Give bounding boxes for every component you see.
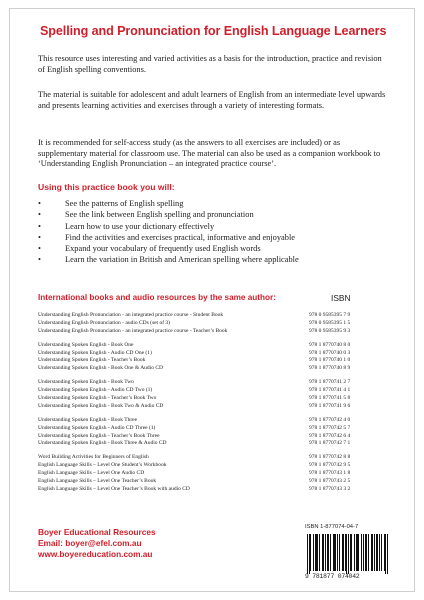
book-group [38, 454, 390, 493]
book-isbn: 978 0 9585395 9 3 [309, 327, 351, 334]
barcode-bar [351, 534, 352, 571]
barcode [305, 533, 390, 574]
book-title: English Language Skills – Level One Teacher’s Book [38, 478, 157, 485]
barcode-bar [334, 534, 335, 571]
barcode-bar [372, 534, 373, 571]
book-row [38, 462, 390, 470]
book-isbn: 978 1 8770742 5 7 [309, 424, 351, 431]
bullet-icon: • [38, 199, 41, 208]
book-isbn: 978 1 8770740 8 0 [309, 341, 351, 348]
book-isbn: 978 1 8770740 0 3 [309, 349, 351, 356]
barcode-bar [345, 534, 346, 571]
barcode-bar [366, 534, 367, 571]
barcode-bar [315, 534, 316, 571]
book-row [38, 365, 390, 373]
practice-heading: Using this practice book you will: [38, 182, 175, 192]
book-row [38, 320, 390, 328]
barcode-bar [350, 534, 351, 571]
barcode-bar [354, 534, 355, 571]
book-title: Understanding Spoken English - Book One & Audio CD [38, 365, 163, 372]
book-row [38, 357, 390, 365]
barcode-bar [357, 534, 358, 571]
book-row [38, 379, 390, 387]
book-isbn: 978 1 8770741 5 8 [309, 395, 351, 402]
book-group [38, 342, 390, 374]
barcode-bar [339, 534, 340, 571]
bullet-icon: • [38, 210, 41, 220]
intro-paragraph-3: It is recommended for self-access study (as the answers to all exercises are included) or as supplementary material for classroom use. The material can also be used as a companion workbook to ‘Understanding English Pronunciation – an integrated practice course’. [38, 138, 381, 169]
book-title: Understanding Spoken English - Audio CD Three (1) [38, 424, 156, 431]
book-isbn: 978 1 8770742 6 4 [309, 432, 351, 439]
list-item: • Learn how to use your dictionary effectively [38, 221, 215, 231]
book-isbn: 978 0 9585395 1 5 [309, 319, 351, 326]
book-row [38, 403, 390, 411]
practice-list [38, 198, 388, 266]
book-title: Understanding Spoken English - Teacher’s Book Three [38, 432, 160, 439]
bullet-icon: • [38, 232, 41, 242]
barcode-bar [387, 534, 388, 574]
barcode-bar [319, 534, 320, 571]
book-group [38, 312, 390, 336]
barcode-bar [342, 534, 343, 571]
book-isbn: 978 0 9585395 7 9 [309, 312, 351, 318]
list-item: • Expand your vocabulary of frequently used English words [38, 244, 261, 254]
list-item: • Learn the variation in British and American spelling where applicable [38, 255, 299, 265]
barcode-bar [365, 534, 366, 571]
book-list [38, 312, 390, 500]
barcode-bar [323, 534, 324, 571]
book-title: Understanding Spoken English - Book One [38, 341, 134, 348]
book-title: English Language Skills – Level One Audio CD [38, 470, 145, 477]
book-title: Word Building Activities for Beginners of English [38, 454, 149, 461]
book-title: English Language Skills – Level One Student’s Workbook [38, 462, 167, 469]
book-isbn: 978 1 8770741 2 7 [309, 379, 351, 386]
barcode-bar [381, 534, 382, 571]
book-title: Understanding Spoken English - Book Three [38, 416, 138, 423]
book-title: Understanding Spoken English - Audio CD One (1) [38, 349, 152, 356]
book-isbn: 978 1 8770742 7 1 [309, 440, 351, 447]
barcode-bar [309, 534, 310, 574]
book-row [38, 417, 390, 425]
book-isbn: 978 1 8770741 9 6 [309, 402, 351, 409]
barcode-isbn-label: ISBN 1-877074-04-7 [305, 524, 359, 530]
book-title: Understanding English Pronunciation - an integrated practice course - Student Book [38, 312, 224, 318]
isbn-column-heading: ISBN [331, 293, 351, 303]
barcode-bar [377, 534, 378, 571]
book-row [38, 387, 390, 395]
barcode-bar [333, 534, 334, 571]
barcode-bar [376, 534, 377, 571]
book-isbn: 978 1 8770742 4 0 [309, 416, 351, 423]
book-title: Understanding Spoken English - Teacher’s Book [38, 357, 146, 364]
barcode-bar [374, 534, 375, 571]
book-title: Understanding Spoken English - Audio CD Two (1) [38, 387, 153, 394]
resources-heading: International books and audio resources by the same author: [38, 293, 276, 302]
book-row [38, 440, 390, 448]
barcode-bar [310, 534, 311, 571]
book-title: Understanding Spoken English - Teacher’s Book Two [38, 395, 157, 402]
book-row [38, 312, 390, 320]
list-item: • See the patterns of English spelling [38, 199, 184, 208]
barcode-bar [379, 534, 380, 571]
publisher-email: Email: boyer@efel.com.au [38, 538, 142, 548]
book-row [38, 486, 390, 494]
publisher-info [38, 527, 156, 560]
barcode-bar [385, 534, 386, 574]
bullet-icon: • [38, 221, 41, 231]
book-row [38, 395, 390, 403]
barcode-bar [330, 534, 331, 571]
list-item: • See the link between English spelling and pronunciation [38, 210, 254, 220]
book-title: Understanding Spoken English - Book Two & Audio CD [38, 402, 164, 409]
book-row [38, 433, 390, 441]
book-isbn: 978 1 8770740 8 9 [309, 365, 351, 372]
barcode-bar [361, 534, 362, 571]
barcode-bar [317, 534, 318, 571]
book-row [38, 328, 390, 336]
barcode-icon [305, 533, 390, 574]
barcode-bar [368, 534, 369, 571]
book-title: Understanding Spoken English - Book Three & Audio CD [38, 440, 167, 447]
book-isbn: 978 1 8770743 2 5 [309, 478, 351, 485]
barcode-bar [307, 534, 308, 574]
barcode-bar [371, 534, 372, 571]
barcode-number: 9 781877 074042 [305, 573, 360, 580]
barcode-bar [335, 534, 336, 571]
barcode-bar [343, 534, 344, 571]
book-row [38, 425, 390, 433]
book-isbn: 978 1 8770743 1 8 [309, 470, 351, 477]
bullet-icon: • [38, 255, 41, 265]
book-isbn: 978 1 8770741 4 1 [309, 387, 351, 394]
barcode-bar [316, 534, 317, 571]
barcode-bar [327, 534, 328, 571]
book-row [38, 350, 390, 358]
barcode-bar [358, 534, 359, 571]
barcode-bar [346, 534, 347, 574]
book-row [38, 478, 390, 486]
barcode-bar [328, 534, 329, 571]
page-title: Spelling and Pronunciation for English Language Learners [40, 24, 387, 38]
barcode-bar [356, 534, 357, 571]
book-title: Understanding Spoken English - Book Two [38, 379, 134, 386]
barcode-bar [363, 534, 364, 571]
book-row [38, 342, 390, 350]
book-isbn: 978 1 8770743 3 2 [309, 485, 351, 492]
barcode-bar [322, 534, 323, 571]
book-title: Understanding English Pronunciation - audio CDs (set of 3) [38, 319, 170, 326]
barcode-bar [337, 534, 338, 571]
book-isbn: 978 1 8770740 1 0 [309, 357, 351, 364]
bullet-icon: • [38, 244, 41, 254]
barcode-bar [348, 534, 349, 574]
book-row [38, 470, 390, 478]
book-title: English Language Skills – Level One Teacher’s Book with audio CD [38, 485, 190, 492]
publisher-name: Boyer Educational Resources [38, 527, 156, 537]
book-group [38, 417, 390, 449]
barcode-bar [384, 534, 385, 571]
book-isbn: 978 1 8770742 8 8 [309, 454, 351, 461]
barcode-bar [325, 534, 326, 571]
book-row [38, 454, 390, 462]
book-title: Understanding English Pronunciation - an integrated practice course - Teacher’s Book [38, 327, 228, 334]
intro-paragraph-2: The material is suitable for adolescent and adult learners of English from an intermediate level upwards and presents learning activities and exercises through a variety of interesting formats. [38, 90, 386, 110]
book-isbn: 978 1 8770742 9 5 [309, 462, 351, 469]
list-item: • Find the activities and exercises practical, informative and enjoyable [38, 232, 295, 242]
book-group [38, 379, 390, 411]
publisher-website: www.boyereducation.com.au [38, 549, 153, 559]
intro-paragraph-1: This resource uses interesting and varied activities as a basis for the introduction, practice and revision of English spelling conventions. [38, 54, 382, 74]
barcode-bar [313, 534, 314, 571]
